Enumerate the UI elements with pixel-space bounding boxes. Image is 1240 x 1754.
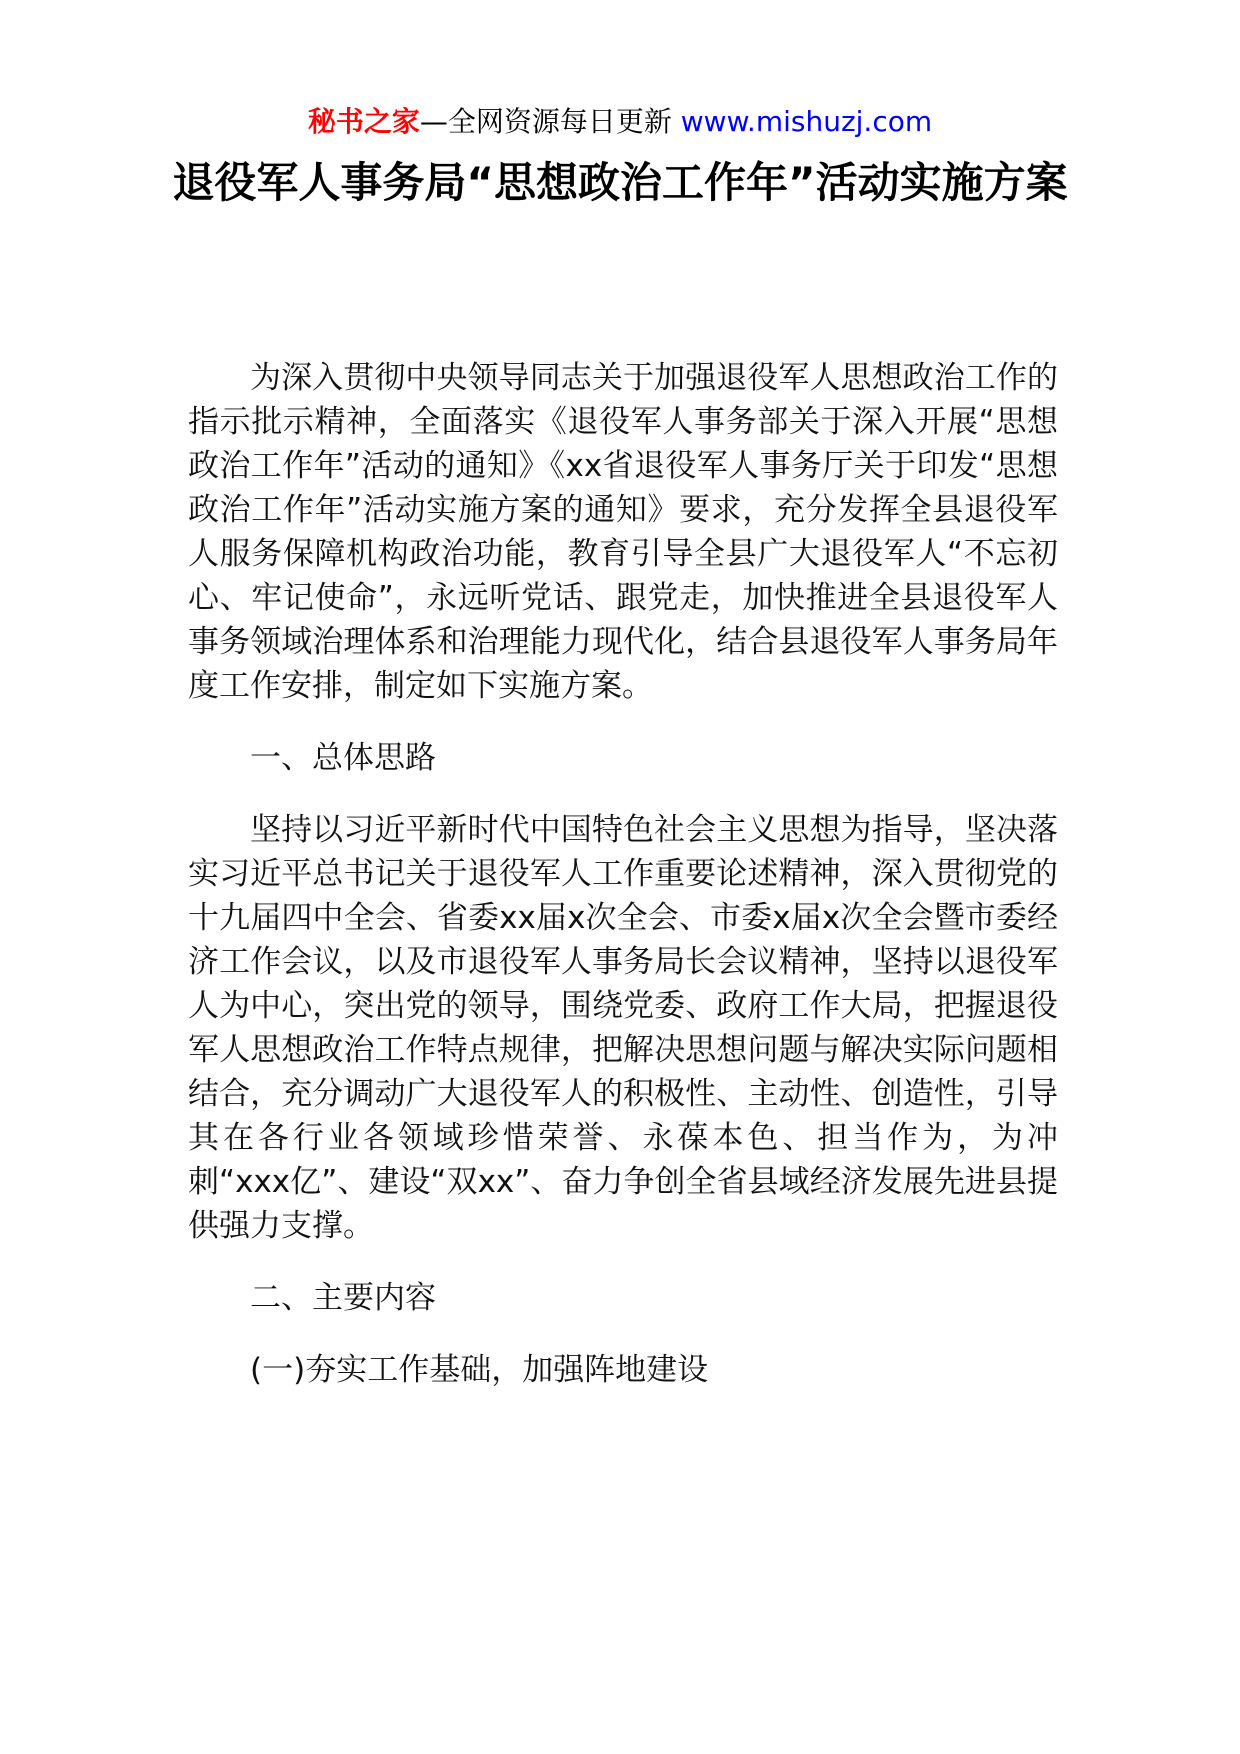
site-url-link[interactable]: www.mishuzj.com [680,105,933,138]
section-heading-general-approach: 一、总体思路 [250,740,436,776]
general-approach-paragraph: 坚持以习近平新时代中国特色社会主义思想为指导，坚决落实习近平总书记关于退役军人工作重要论述精神，深入贯彻党的十九届四中全会、省委xx届x次全会、市委x届x次全会暨市委经济工作会议，以及市退役军人事务局长会议精神，坚持以退役军人为中心，突出党的领导，围绕党委、政府工作大局，把握退役军人思想政治工作特点规律，把解决思想问题与解决实际问题相结合，充分调动广大退役军人的积极性、主动性、创造性，引导其在各行业各领域珍惜荣誉、永葆本色、担当作为，为冲刺“xxx亿”、建设“双xx”、奋力争创全省县域经济发展先进县提供强力支撑。 [188,812,1058,1244]
site-brand: 秘书之家 [307,105,420,138]
subsection-heading-foundation: (一)夯实工作基础，加强阵地建设 [250,1352,709,1388]
site-header [0,102,1240,142]
intro-paragraph: 为深入贯彻中央领导同志关于加强退役军人思想政治工作的指示批示精神，全面落实《退役军人事务部关于深入开展“思想政治工作年”活动的通知》《xx省退役军人事务厅关于印发“思想政治工作年”活动实施方案的通知》要求，充分发挥全县退役军人服务保障机构政治功能，教育引导全县广大退役军人“不忘初心、牢记使命”，永远听党话、跟党走，加快推进全县退役军人事务领域治理体系和治理能力现代化，结合县退役军人事务局年度工作安排，制定如下实施方案。 [188,360,1058,704]
document-title: 退役军人事务局“思想政治工作年”活动实施方案 [172,158,1068,207]
document-body [188,356,1058,1392]
site-tagline: —全网资源每日更新 [419,105,681,138]
section-heading-main-content: 二、主要内容 [250,1280,436,1316]
